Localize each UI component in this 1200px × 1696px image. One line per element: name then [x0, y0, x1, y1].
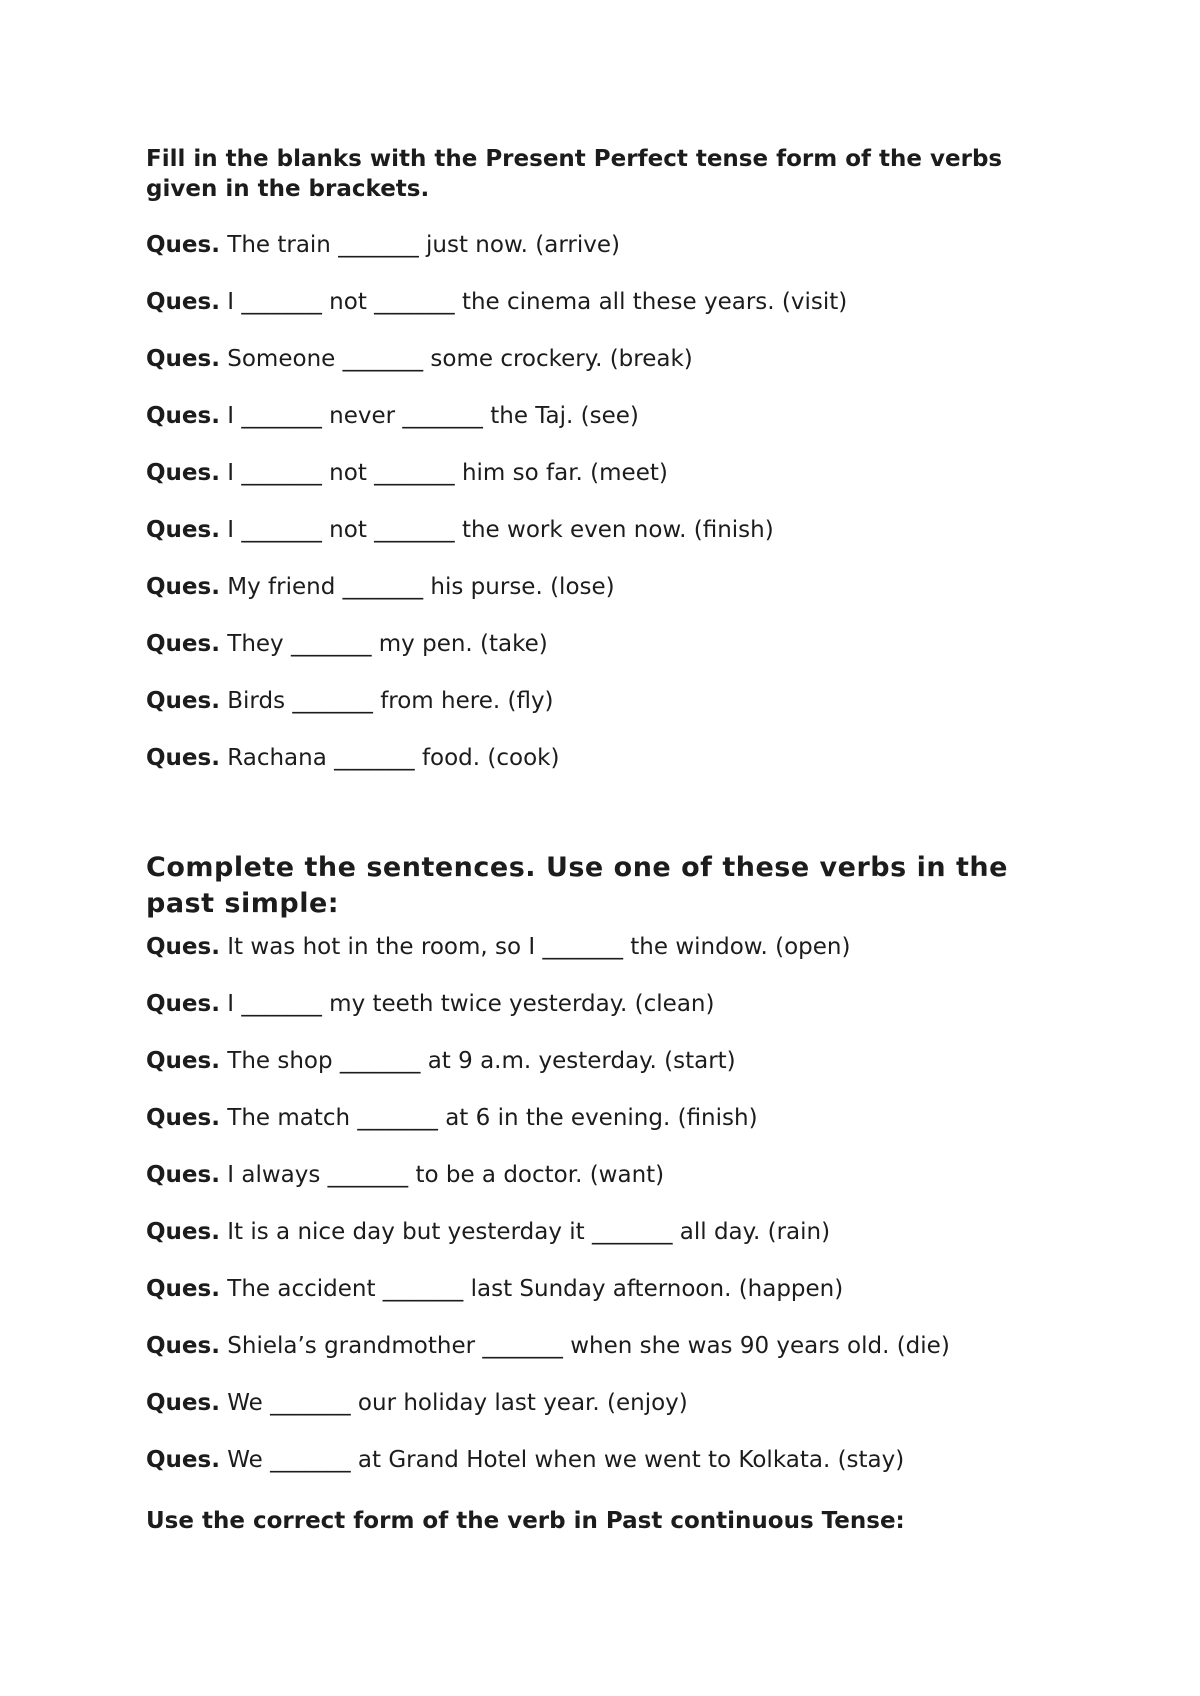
question-item — [146, 1331, 1066, 1361]
question-label: Ques. — [146, 517, 220, 543]
question-text: The match _______ at 6 in the evening. (finish) — [227, 1105, 758, 1131]
question-text: My friend _______ his purse. (lose) — [227, 574, 615, 600]
question-label: Ques. — [146, 1162, 220, 1188]
question-text: It was hot in the room, so I _______ the window. (open) — [227, 934, 851, 960]
question-item — [146, 1046, 1066, 1076]
question-item — [146, 743, 1066, 773]
question-text: The accident _______ last Sunday afternoon. (happen) — [227, 1276, 844, 1302]
question-item — [146, 1445, 1066, 1475]
question-item — [146, 1217, 1066, 1247]
section-heading: Fill in the blanks with the Present Perfect tense form of the verbs given in the brackets. — [146, 146, 1003, 202]
question-item — [146, 1103, 1066, 1133]
present-perfect-section — [146, 144, 1066, 800]
question-text: They _______ my pen. (take) — [227, 631, 548, 657]
question-text: I _______ never _______ the Taj. (see) — [227, 403, 639, 429]
question-text: It is a nice day but yesterday it _______ all day. (rain) — [227, 1219, 831, 1245]
question-label: Ques. — [146, 934, 220, 960]
question-text: Shiela’s grandmother _______ when she was 90 years old. (die) — [227, 1333, 950, 1359]
question-item — [146, 932, 1066, 962]
question-label: Ques. — [146, 991, 220, 1017]
question-item — [146, 1160, 1066, 1190]
question-item — [146, 629, 1066, 659]
question-label: Ques. — [146, 1048, 220, 1074]
past-simple-section — [146, 850, 1066, 1502]
question-label: Ques. — [146, 460, 220, 486]
question-text: Birds _______ from here. (fly) — [227, 688, 554, 714]
question-label: Ques. — [146, 631, 220, 657]
question-item — [146, 230, 1066, 260]
question-text: Rachana _______ food. (cook) — [227, 745, 560, 771]
question-text: I _______ not _______ him so far. (meet) — [227, 460, 668, 486]
question-text: I always _______ to be a doctor. (want) — [227, 1162, 665, 1188]
question-item — [146, 572, 1066, 602]
question-item — [146, 1274, 1066, 1304]
question-label: Ques. — [146, 232, 220, 258]
question-item — [146, 1388, 1066, 1418]
question-label: Ques. — [146, 574, 220, 600]
question-text: I _______ not _______ the cinema all these years. (visit) — [227, 289, 848, 315]
question-label: Ques. — [146, 346, 220, 372]
question-text: The shop _______ at 9 a.m. yesterday. (start) — [227, 1048, 736, 1074]
question-text: I _______ my teeth twice yesterday. (clean) — [227, 991, 715, 1017]
question-label: Ques. — [146, 1105, 220, 1131]
question-label: Ques. — [146, 289, 220, 315]
question-text: I _______ not _______ the work even now. (finish) — [227, 517, 774, 543]
past-continuous-section — [146, 1506, 1066, 1536]
question-label: Ques. — [146, 1276, 220, 1302]
question-label: Ques. — [146, 688, 220, 714]
question-label: Ques. — [146, 1333, 220, 1359]
question-label: Ques. — [146, 1447, 220, 1473]
section-heading: Use the correct form of the verb in Past continuous Tense: — [146, 1508, 905, 1534]
question-label: Ques. — [146, 1219, 220, 1245]
question-label: Ques. — [146, 1390, 220, 1416]
question-item — [146, 515, 1066, 545]
question-item — [146, 989, 1066, 1019]
question-label: Ques. — [146, 403, 220, 429]
question-item — [146, 458, 1066, 488]
question-item — [146, 686, 1066, 716]
question-text: We _______ our holiday last year. (enjoy) — [227, 1390, 688, 1416]
question-text: Someone _______ some crockery. (break) — [227, 346, 693, 372]
question-text: The train _______ just now. (arrive) — [227, 232, 620, 258]
question-text: We _______ at Grand Hotel when we went to Kolkata. (stay) — [227, 1447, 905, 1473]
question-item — [146, 401, 1066, 431]
section-heading: Complete the sentences. Use one of these verbs in the past simple: — [146, 852, 1008, 919]
question-item — [146, 287, 1066, 317]
question-item — [146, 344, 1066, 374]
question-label: Ques. — [146, 745, 220, 771]
